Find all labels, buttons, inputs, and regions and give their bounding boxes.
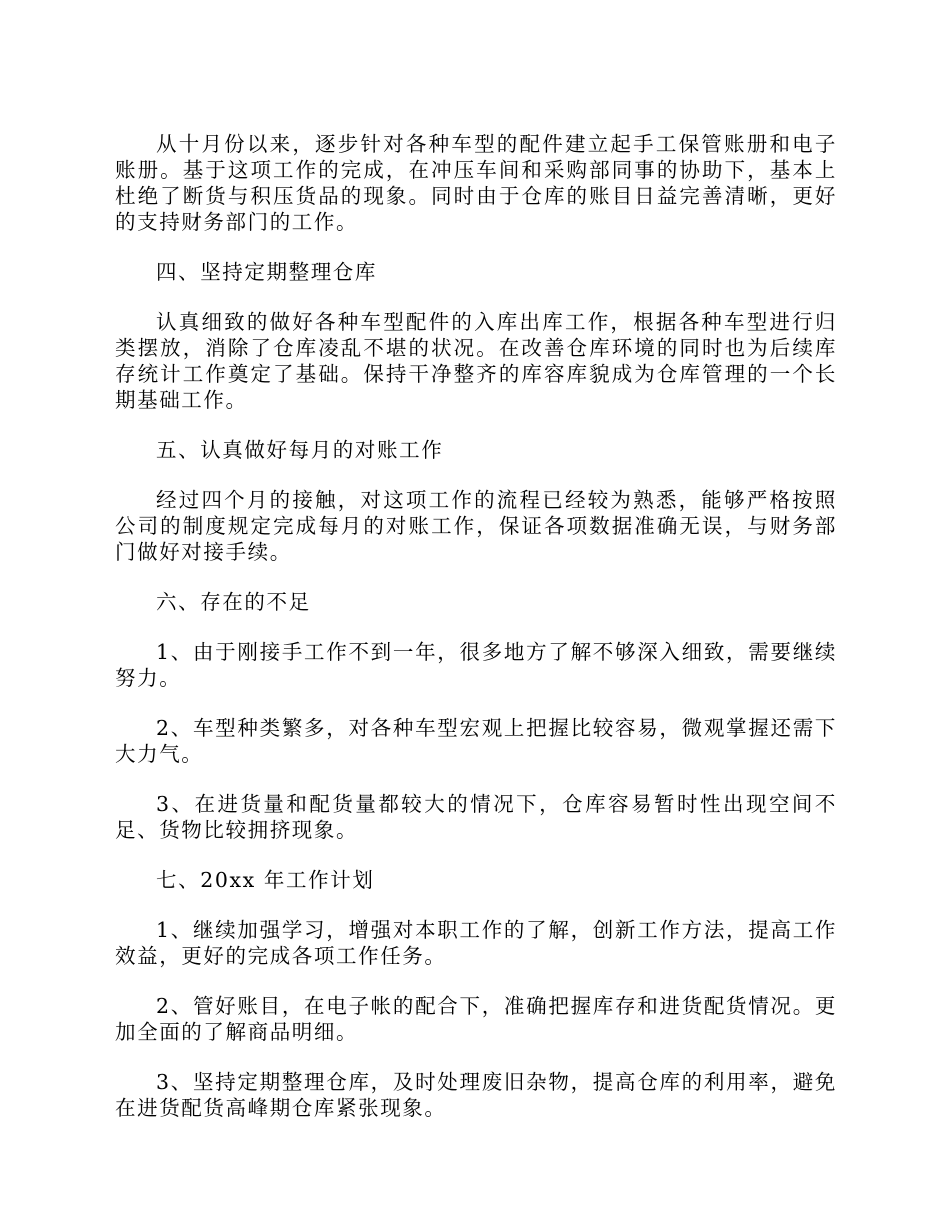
spacer	[115, 893, 837, 917]
shortcoming-item-3: 3、在进货量和配货量都较大的情况下，仓库容易暂时性出现空间不足、货物比较拥挤现象。	[115, 792, 837, 842]
spacer	[115, 413, 837, 437]
section-heading-shortcomings: 六、存在的不足	[156, 590, 311, 614]
spacer	[115, 235, 837, 259]
section-heading-work-plan: 七、20xx 年工作计划	[156, 868, 375, 892]
spacer	[115, 969, 837, 993]
spacer	[115, 1045, 837, 1069]
document-page	[115, 131, 837, 1121]
spacer	[115, 463, 837, 487]
paragraph-warehouse: 认真细致的做好各种车型配件的入库出库工作，根据各种车型进行归类摆放，消除了仓库凌乱不堪的状况。在改善仓库环境的同时也为后续库存统计工作奠定了基础。保持干净整齐的库容库貌成为仓库管理的一个长期基础工作。	[115, 310, 837, 412]
plan-item-3: 3、坚持定期整理仓库，及时处理废旧杂物，提高仓库的利用率，避免在进货配货高峰期仓库紧张现象。	[115, 1070, 837, 1120]
spacer	[115, 843, 837, 867]
section-heading-warehouse: 四、坚持定期整理仓库	[156, 260, 377, 284]
paragraph-reconciliation: 经过四个月的接触，对这项工作的流程已经较为熟悉，能够严格按照公司的制度规定完成每月的对账工作，保证各项数据准确无误，与财务部门做好对接手续。	[115, 488, 837, 564]
plan-item-2: 2、管好账目，在电子帐的配合下，准确把握库存和进货配货情况。更加全面的了解商品明细。	[115, 994, 837, 1044]
spacer	[115, 615, 837, 639]
shortcoming-item-2: 2、车型种类繁多，对各种车型宏观上把握比较容易，微观掌握还需下大力气。	[115, 716, 837, 766]
spacer	[115, 565, 837, 589]
shortcoming-item-1: 1、由于刚接手工作不到一年，很多地方了解不够深入细致，需要继续努力。	[115, 640, 837, 690]
plan-item-1: 1、继续加强学习，增强对本职工作的了解，创新工作方法，提高工作效益，更好的完成各项工作任务。	[115, 918, 837, 968]
spacer	[115, 285, 837, 309]
spacer	[115, 691, 837, 715]
spacer	[115, 767, 837, 791]
paragraph-account-books: 从十月份以来，逐步针对各种车型的配件建立起手工保管账册和电子账册。基于这项工作的完成，在冲压车间和采购部同事的协助下，基本上杜绝了断货与积压货品的现象。同时由于仓库的账目日益完善清晰，更好的支持财务部门的工作。	[115, 132, 837, 234]
section-heading-reconciliation: 五、认真做好每月的对账工作	[156, 438, 444, 462]
